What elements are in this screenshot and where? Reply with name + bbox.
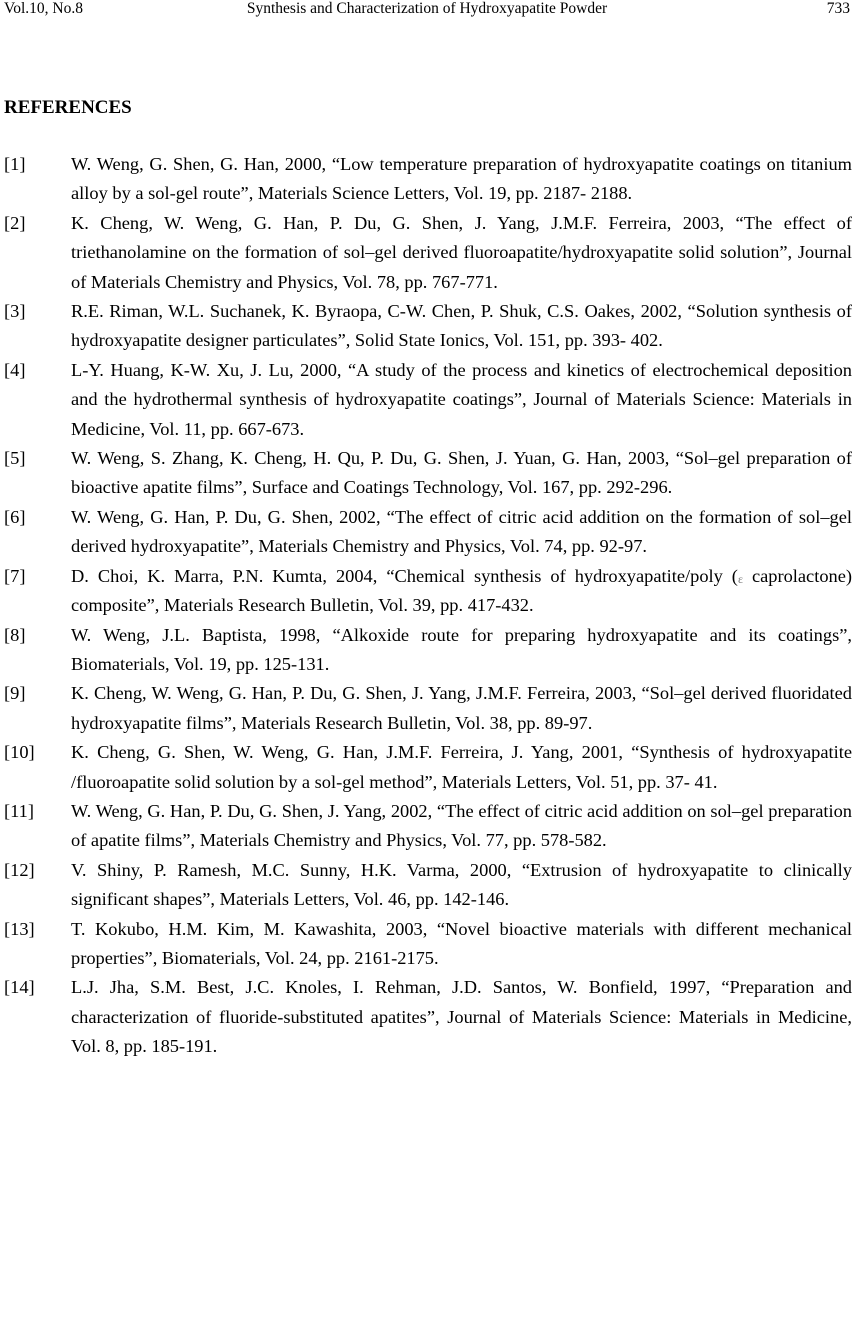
reference-text-part: D. Choi, K. Marra, P.N. Kumta, 2004, “Chemical synthesis of hydroxyapatite/poly ( xyxy=(71,565,738,586)
reference-item xyxy=(4,738,852,797)
reference-item xyxy=(4,209,852,297)
reference-number: [12] xyxy=(4,859,35,880)
reference-text: L.J. Jha, S.M. Best, J.C. Knoles, I. Rehman, J.D. Santos, W. Bonfield, 1997, “Preparation and characterization of fluoride-substituted apatites”, Journal of Materials Science: Materials in Medicine, Vol. 8, pp. 185-191. xyxy=(71,977,852,1057)
reference-text: V. Shiny, P. Ramesh, M.C. Sunny, H.K. Varma, 2000, “Extrusion of hydroxyapatite to clinically significant shapes”, Materials Letters, Vol. 46, pp. 142-146. xyxy=(71,859,852,910)
reference-text: R.E. Riman, W.L. Suchanek, K. Byraopa, C-W. Chen, P. Shuk, C.S. Oakes, 2002, “Solution synthesis of hydroxyapatite designer particulates”, Solid State Ionics, Vol. 151, pp. 393- 402. xyxy=(71,301,852,351)
reference-number: [1] xyxy=(4,154,26,174)
running-header xyxy=(4,0,850,24)
reference-list xyxy=(4,150,852,1062)
reference-item xyxy=(4,297,852,356)
running-title: Synthesis and Characterization of Hydroxyapatite Powder xyxy=(246,0,608,17)
reference-item xyxy=(4,856,852,915)
reference-item xyxy=(4,915,852,974)
reference-text: L-Y. Huang, K-W. Xu, J. Lu, 2000, “A study of the process and kinetics of electrochemical deposition and the hydrothermal synthesis of hydroxyapatite coatings”, Journal of Materials Science: Materials in Medicine, Vol. 11, pp. 667-673. xyxy=(71,359,852,439)
reference-text: W. Weng, G. Shen, G. Han, 2000, “Low temperature preparation of hydroxyapatite coatings on titanium alloy by a sol-gel route”, Materials Science Letters, Vol. 19, pp. 2187- 2188. xyxy=(71,154,852,204)
reference-text: T. Kokubo, H.M. Kim, M. Kawashita, 2003, “Novel bioactive materials with different mechanical properties”, Biomaterials, Vol. 24, pp. 2161-2175. xyxy=(71,918,852,968)
reference-number: [11] xyxy=(4,800,34,821)
reference-item xyxy=(4,503,852,562)
reference-number: [3] xyxy=(4,301,26,322)
reference-number: [6] xyxy=(4,506,26,527)
reference-text: W. Weng, G. Han, P. Du, G. Shen, J. Yang, 2002, “The effect of citric acid addition on sol–gel preparation of apatite films”, Materials Chemistry and Physics, Vol. 77, pp. 578-582. xyxy=(71,800,852,851)
reference-text: W. Weng, G. Han, P. Du, G. Shen, 2002, “The effect of citric acid addition on the formation of sol–gel derived hydroxyapatite”, Materials Chemistry and Physics, Vol. 74, pp. 92-97. xyxy=(71,506,852,557)
reference-text: W. Weng, S. Zhang, K. Cheng, H. Qu, P. Du, G. Shen, J. Yuan, G. Han, 2003, “Sol–gel preparation of bioactive apatite films”, Surface and Coatings Technology, Vol. 167, pp. 292-296. xyxy=(71,448,852,498)
reference-text: K. Cheng, W. Weng, G. Han, P. Du, G. Shen, J. Yang, J.M.F. Ferreira, 2003, “The effect of triethanolamine on the formation of sol–gel derived fluoroapatite/hydroxyapatite solid solution”, Journal of Materials Chemistry and Physics, Vol. 78, pp. 767-771. xyxy=(71,212,852,292)
references-heading: REFERENCES xyxy=(4,97,132,118)
reference-item xyxy=(4,562,852,621)
reference-item xyxy=(4,356,852,444)
reference-item xyxy=(4,973,852,1061)
reference-number: [9] xyxy=(4,683,26,704)
reference-number: [5] xyxy=(4,448,26,469)
reference-number: [8] xyxy=(4,624,26,645)
page-number: 733 xyxy=(826,0,850,17)
reference-item xyxy=(4,679,852,738)
reference-number: [13] xyxy=(4,918,35,939)
reference-item xyxy=(4,797,852,856)
reference-text: W. Weng, J.L. Baptista, 1998, “Alkoxide route for preparing hydroxyapatite and its coatings”, Biomaterials, Vol. 19, pp. 125-131. xyxy=(71,624,852,674)
journal-volume: Vol.10, No.8 xyxy=(4,0,83,17)
reference-text: K. Cheng, G. Shen, W. Weng, G. Han, J.M.F. Ferreira, J. Yang, 2001, “Synthesis of hydroxyapatite /fluoroapatite solid solution by a sol-gel method”, Materials Letters, Vol. 51, pp. 37- 41. xyxy=(71,742,852,792)
reference-text xyxy=(71,562,852,621)
reference-number: [4] xyxy=(4,359,26,380)
reference-text: K. Cheng, W. Weng, G. Han, P. Du, G. Shen, J. Yang, J.M.F. Ferreira, 2003, “Sol–gel derived fluoridated hydroxyapatite films”, Materials Research Bulletin, Vol. 38, pp. 89-97. xyxy=(71,683,852,733)
reference-item xyxy=(4,621,852,680)
reference-number: [10] xyxy=(4,742,35,763)
reference-number: [14] xyxy=(4,977,35,998)
reference-text-part: caprolactone) composite”, Materials Research Bulletin, Vol. 39, pp. 417-432. xyxy=(71,565,852,616)
reference-number: [2] xyxy=(4,212,26,233)
reference-number: [7] xyxy=(4,565,26,586)
epsilon-glyph-icon: ε xyxy=(737,571,743,586)
reference-item xyxy=(4,444,852,503)
reference-item xyxy=(4,150,852,209)
